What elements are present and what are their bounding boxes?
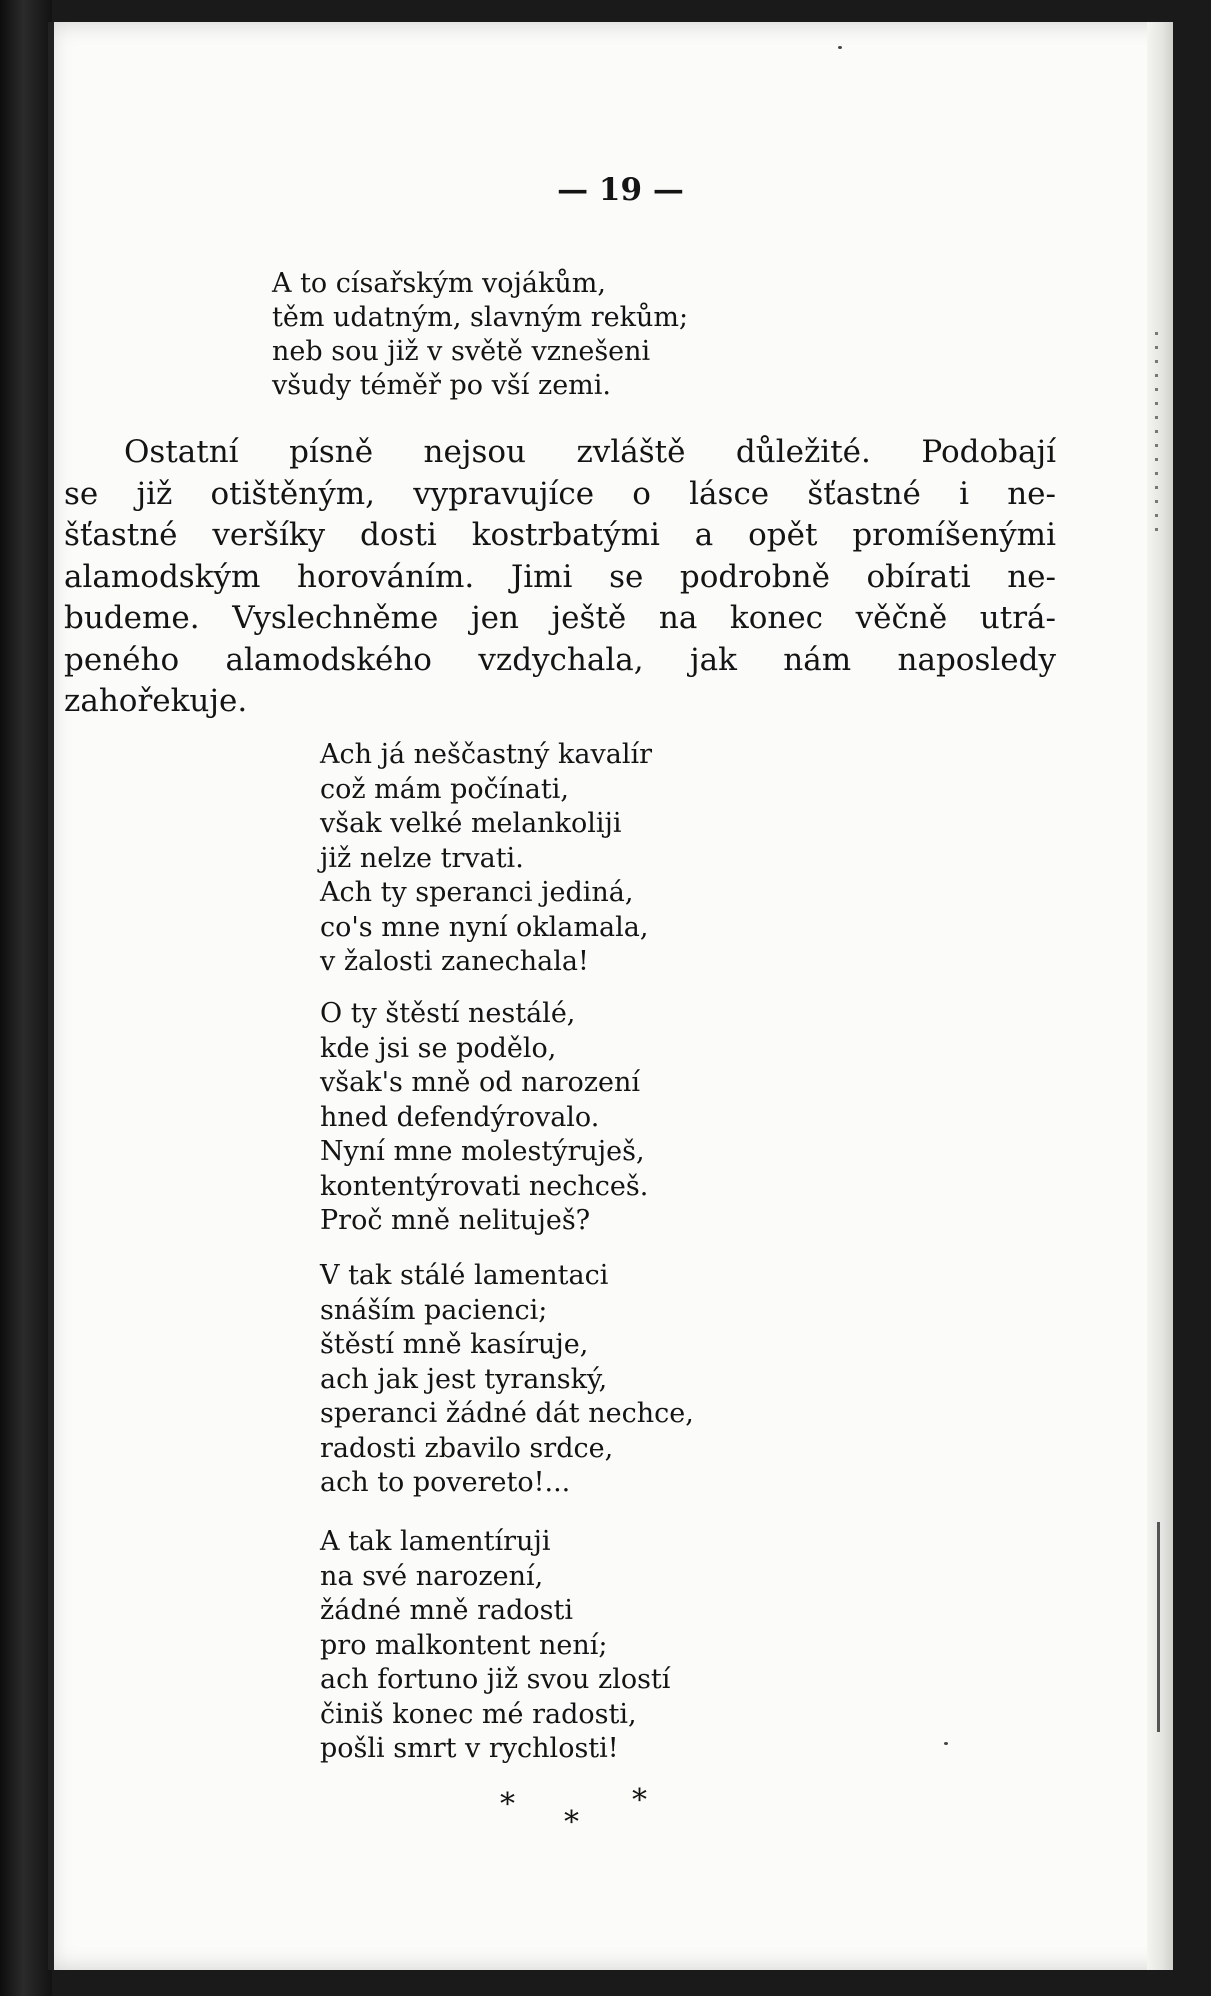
verse-line: ach fortuno již svou zlostí: [320, 1664, 671, 1695]
prose-line: zahořekuje.: [64, 683, 248, 719]
verse-line: Proč mně nelituješ?: [320, 1205, 591, 1236]
verse-quote-top: [272, 267, 688, 403]
verse-line: speranci žádné dát nechce,: [320, 1398, 694, 1429]
verse-line: již nelze trvati.: [320, 842, 524, 874]
verse-line: kontentýrovati nechceš.: [320, 1170, 649, 1202]
prose-line: šťastné veršíky dosti kostrbatými a opět promíšenými: [64, 517, 1056, 553]
verse-line: co's mne nyní oklamala,: [320, 911, 649, 943]
prose-line: se již otištěným, vypravujíce o lásce šťastné i ne-: [64, 475, 1056, 512]
verse-line: Ach já neščastný kavalír: [320, 739, 653, 770]
song-stanza-1: [320, 738, 652, 980]
verse-line: A tak lamentíruji: [320, 1526, 551, 1557]
song-stanza-2: [320, 997, 648, 1239]
prose-paragraph: [64, 432, 1056, 723]
song-stanza-4: [320, 1525, 670, 1767]
verse-line: snáším pacienci;: [320, 1294, 548, 1326]
prose-line: Ostatní písně nejsou zvláště důležité. Podobají: [124, 434, 1056, 470]
prose-line: budeme. Vyslechněme jen ještě na konec věčně utrá-: [64, 600, 1056, 636]
page-number: — 19 —: [557, 172, 684, 208]
asterisk: *: [500, 1787, 515, 1822]
verse-line: V tak stálé lamentaci: [320, 1260, 609, 1291]
verse-line: štěstí mně kasíruje,: [320, 1329, 589, 1360]
verse-line: činiš konec mé radosti,: [320, 1698, 637, 1730]
binding-gutter: [0, 0, 52, 1996]
page-fore-edge: [1147, 22, 1173, 1970]
verse-line: neb sou již v světě vznešeni: [272, 336, 651, 367]
verse-line: což mám počínati,: [320, 773, 569, 805]
verse-line: O ty štěstí nestálé,: [320, 998, 576, 1029]
prose-line: alamodským horováním. Jimi se podrobně obírati ne-: [64, 558, 1056, 595]
verse-line: pro malkontent není;: [320, 1629, 608, 1661]
song-stanza-3: [320, 1259, 694, 1501]
verse-line: těm udatným, slavným rekům;: [272, 302, 689, 333]
verse-line: na své narození,: [320, 1560, 544, 1592]
book-page: [48, 22, 1173, 1970]
print-speck: [838, 46, 842, 49]
verse-line: Nyní mne molestýruješ,: [320, 1136, 645, 1167]
asterisk: *: [564, 1805, 579, 1840]
verse-line: Ach ty speranci jediná,: [320, 877, 634, 908]
verse-line: ach jak jest tyranský,: [320, 1363, 608, 1395]
prose-line: peného alamodského vzdychala, jak nám naposledy: [64, 641, 1056, 678]
verse-line: všudy téměř po vší zemi.: [272, 370, 611, 401]
verse-line: ach to povereto!...: [320, 1467, 571, 1498]
verse-line: v žalosti zanechala!: [320, 946, 589, 977]
page-left-edge: [48, 22, 54, 1970]
section-break-asterisks: [438, 1783, 647, 1847]
verse-line: A to císařským vojákům,: [272, 268, 606, 299]
verse-line: radosti zbavilo srdce,: [320, 1432, 614, 1464]
asterisk: *: [632, 1783, 647, 1818]
print-speck: [944, 1742, 948, 1745]
verse-line: pošli smrt v rychlosti!: [320, 1733, 619, 1764]
verse-line: však's mně od narození: [320, 1067, 640, 1098]
verse-line: hned defendýrovalo.: [320, 1101, 600, 1133]
verse-line: žádné mně radosti: [320, 1595, 573, 1626]
verse-line: kde jsi se podělo,: [320, 1032, 557, 1064]
verse-line: však velké melankoliji: [320, 808, 622, 839]
